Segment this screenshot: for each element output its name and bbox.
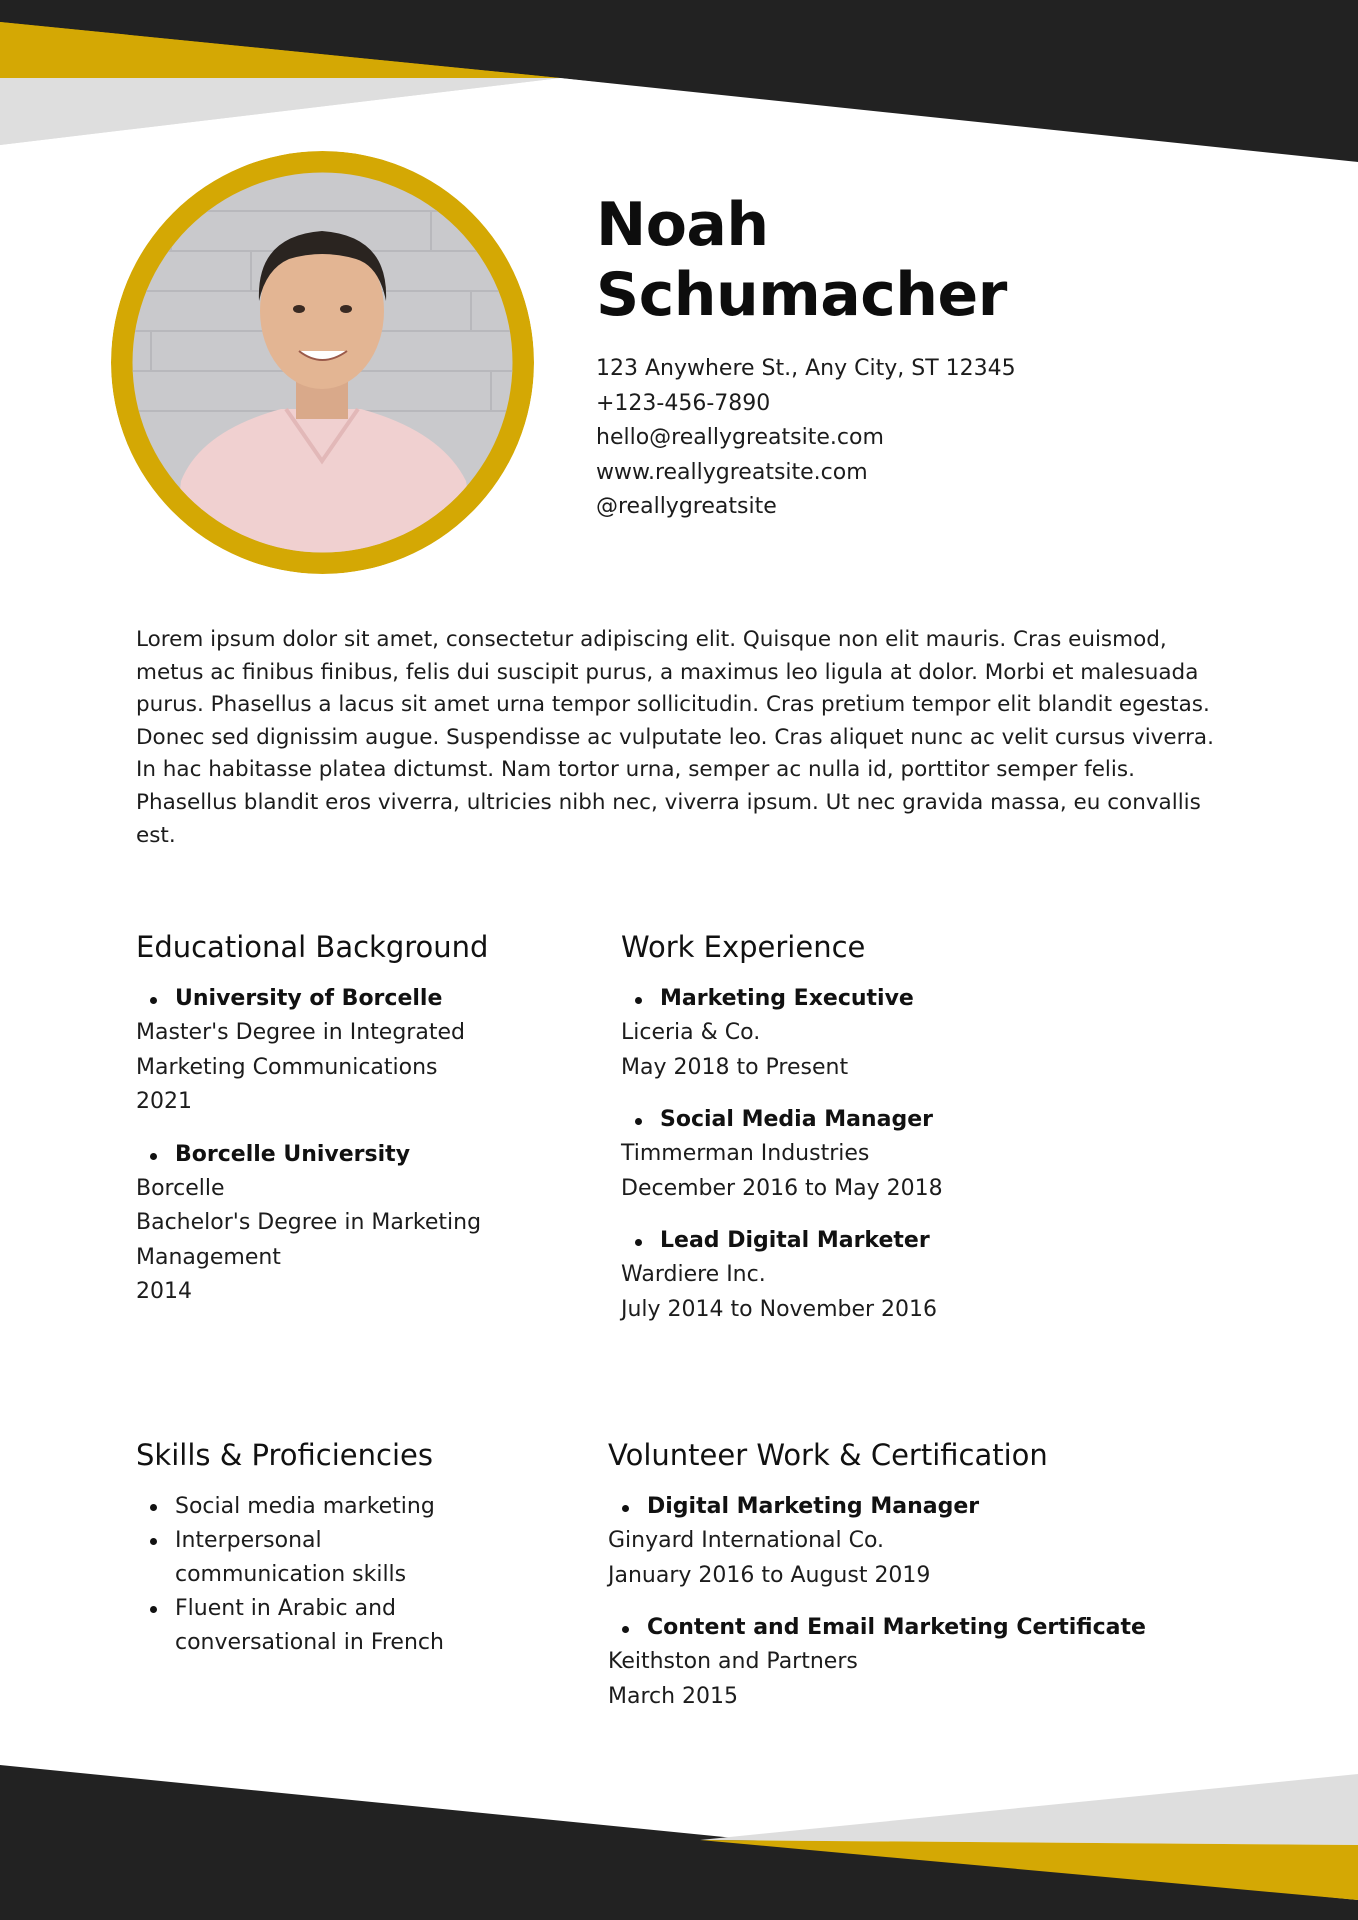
- entry-line: December 2016 to May 2018: [621, 1175, 943, 1201]
- profile-summary: Lorem ipsum dolor sit amet, consectetur adipiscing elit. Quisque non elit mauris. Cras euismod, metus ac finibus finibus, felis dui suscipit purus, a maximus leo ligula at dolor. Morbi et malesuada purus. Phasellus a lacus sit amet urna tempor sollicitudin. Cras pretium tempor elit blandit egestas. Donec sed dignissim augue. Suspendisse ac vulputate leo. Cras aliquet nunc ac velit cursus viverra. In hac habitasse platea dictumst. Nam tortor urna, semper ac nulla id, porttitor semper felis. Phasellus blandit eros viverra, ultricies nibh nec, viverra ipsum. Ut nec gravida massa, eu convallis est.: [136, 627, 1214, 848]
- work-entry: [621, 1103, 1181, 1206]
- entry-line: Wardiere Inc.: [621, 1262, 766, 1287]
- first-name: Noah: [596, 190, 769, 260]
- person-portrait-icon: [111, 151, 534, 574]
- entry-line: Ginyard International Co.: [608, 1528, 885, 1553]
- contact-handle: @reallygreatsite: [596, 494, 777, 519]
- entry-title: Borcelle University: [136, 1138, 576, 1172]
- contact-email: hello@reallygreatsite.com: [596, 425, 884, 450]
- skill-item: [136, 1524, 576, 1592]
- skill-line: Fluent in Arabic and: [175, 1596, 396, 1621]
- last-name: Schumacher: [596, 260, 1007, 330]
- entry-title: Lead Digital Marketer: [621, 1224, 1181, 1258]
- education-entry: [136, 982, 576, 1120]
- entry-line: July 2014 to November 2016: [621, 1296, 938, 1322]
- work-entry: [621, 982, 1181, 1085]
- entry-line: March 2015: [608, 1683, 739, 1709]
- top-banner-decoration: [0, 0, 1358, 180]
- entry-line: 2014: [136, 1279, 192, 1304]
- contact-address: 123 Anywhere St., Any City, ST 12345: [596, 356, 1016, 381]
- entry-title: University of Borcelle: [136, 982, 576, 1016]
- entry-line: Master's Degree in Integrated: [136, 1020, 465, 1045]
- skill-line: Interpersonal: [175, 1528, 322, 1553]
- education-heading: Educational Background: [136, 930, 489, 964]
- work-heading: Work Experience: [621, 930, 866, 964]
- contact-info: [596, 352, 1016, 525]
- entry-title: Digital Marketing Manager: [608, 1490, 1308, 1524]
- contact-phone: +123-456-7890: [596, 390, 771, 416]
- skill-line: communication skills: [175, 1562, 407, 1587]
- skill-item: [136, 1592, 576, 1660]
- volunteer-section: [608, 1436, 1308, 1732]
- entry-line: Management: [136, 1244, 281, 1270]
- work-section: [621, 928, 1181, 1345]
- entry-line: May 2018 to Present: [621, 1054, 849, 1080]
- contact-website: www.reallygreatsite.com: [596, 459, 868, 485]
- entry-line: Borcelle: [136, 1175, 225, 1201]
- entry-title: Content and Email Marketing Certificate: [608, 1611, 1308, 1645]
- education-entry: [136, 1138, 576, 1310]
- skill-line: conversational in French: [175, 1630, 444, 1655]
- volunteer-entry: [608, 1490, 1308, 1593]
- entry-line: Liceria & Co.: [621, 1020, 761, 1045]
- skills-list: [136, 1490, 576, 1660]
- full-name: [596, 190, 1007, 330]
- entry-line: Keithston and Partners: [608, 1649, 858, 1674]
- work-entry: [621, 1224, 1181, 1327]
- entry-line: January 2016 to August 2019: [608, 1562, 931, 1588]
- entry-title: Social Media Manager: [621, 1103, 1181, 1137]
- education-section: [136, 928, 576, 1328]
- volunteer-heading: Volunteer Work & Certification: [608, 1438, 1048, 1472]
- entry-line: Bachelor's Degree in Marketing: [136, 1210, 482, 1235]
- entry-line: Timmerman Industries: [621, 1141, 870, 1166]
- skills-heading: Skills & Proficiencies: [136, 1438, 433, 1472]
- skills-section: [136, 1436, 576, 1660]
- profile-photo: [111, 151, 534, 574]
- volunteer-entry: [608, 1611, 1308, 1714]
- entry-title: Marketing Executive: [621, 982, 1181, 1016]
- skill-item: [136, 1490, 576, 1524]
- skill-line: Social media marketing: [175, 1494, 435, 1519]
- entry-line: 2021: [136, 1089, 192, 1114]
- entry-line: Marketing Communications: [136, 1054, 438, 1080]
